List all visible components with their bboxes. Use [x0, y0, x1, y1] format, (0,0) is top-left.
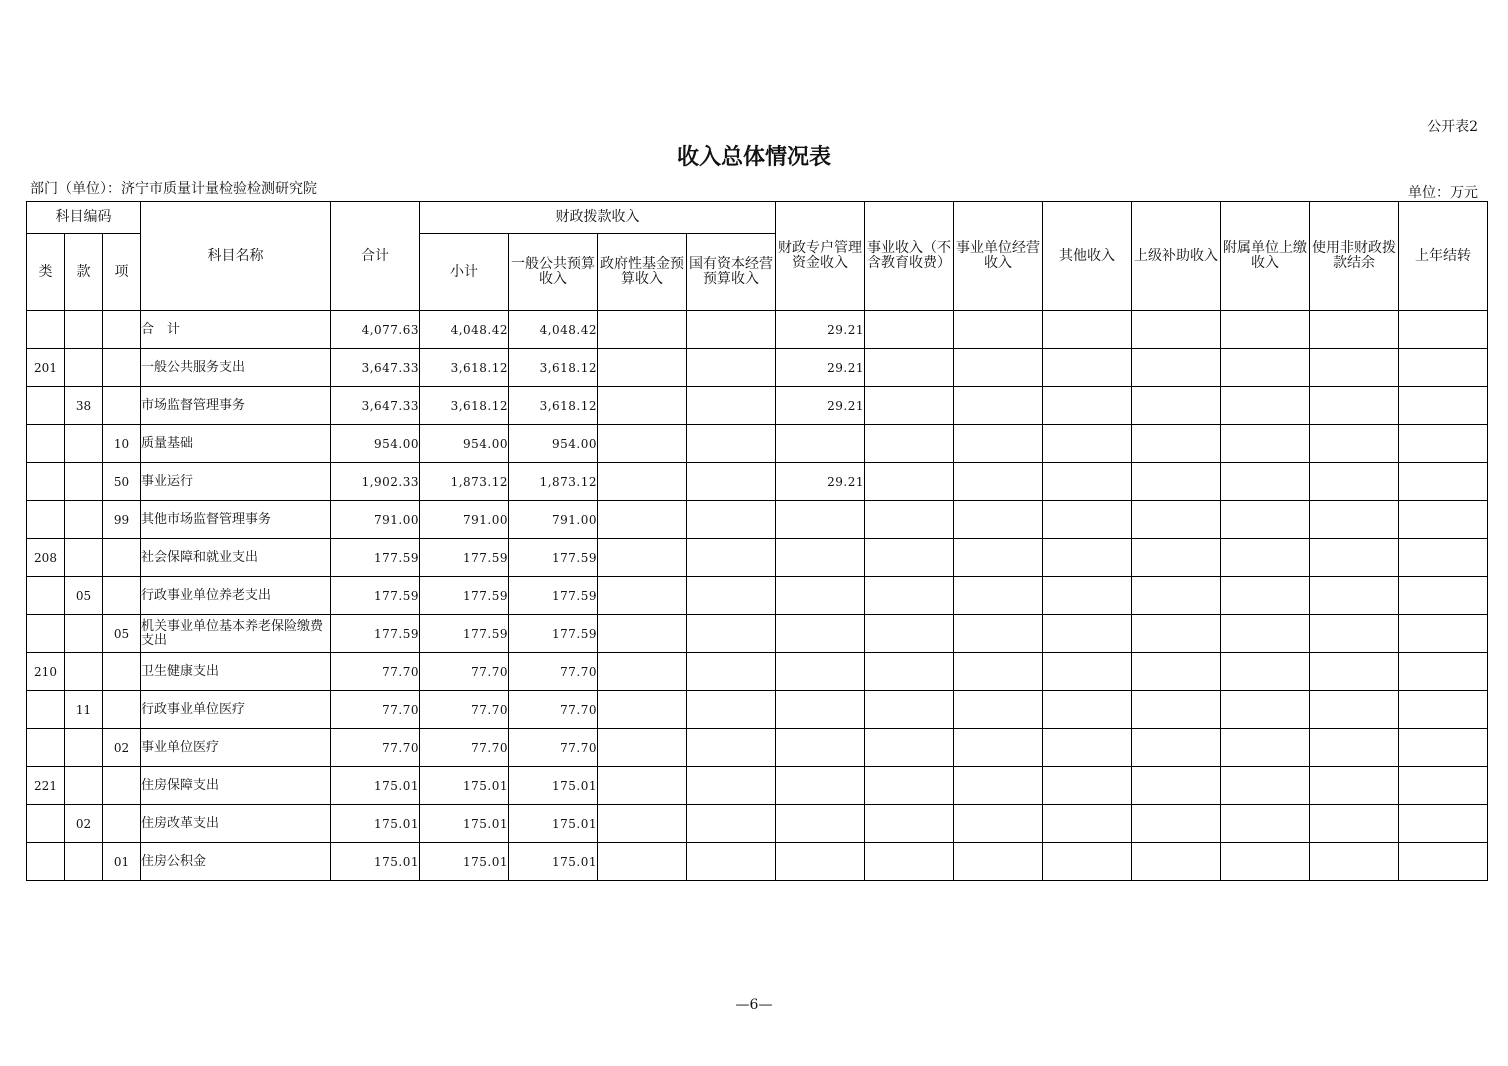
- kuan-cell: 05: [65, 577, 103, 615]
- operating-income-header: 事业单位经营收入: [954, 202, 1043, 311]
- kuan-cell: [65, 501, 103, 539]
- other-income-cell: [1043, 501, 1132, 539]
- total-cell: 77.70: [331, 729, 420, 767]
- lei-cell: [27, 463, 65, 501]
- state-capital-cell: [687, 843, 776, 881]
- operating-income-cell: [954, 387, 1043, 425]
- lei-cell: [27, 387, 65, 425]
- special-fund-cell: [776, 729, 865, 767]
- department-label: 部门（单位）：济宁市质量计量检验检测研究院: [30, 181, 317, 197]
- xiang-cell: 10: [103, 425, 141, 463]
- subject-name-header: 科目名称: [141, 202, 331, 311]
- non-fiscal-balance-cell: [1310, 767, 1399, 805]
- subtotal-cell: 177.59: [420, 539, 509, 577]
- gov-fund-cell: [598, 387, 687, 425]
- business-income-cell: [865, 463, 954, 501]
- business-income-cell: [865, 767, 954, 805]
- gov-fund-header: 政府性基金预算收入: [598, 234, 687, 311]
- superior-subsidy-cell: [1132, 311, 1221, 349]
- operating-income-cell: [954, 311, 1043, 349]
- subject-name-cell: 事业单位医疗: [141, 729, 331, 767]
- subtotal-cell: 175.01: [420, 767, 509, 805]
- table-row: [27, 729, 1488, 767]
- xiang-cell: [103, 387, 141, 425]
- table-row: [27, 349, 1488, 387]
- lei-cell: [27, 729, 65, 767]
- gov-fund-cell: [598, 843, 687, 881]
- kuan-cell: 11: [65, 691, 103, 729]
- superior-subsidy-cell: [1132, 843, 1221, 881]
- kuan-cell: [65, 615, 103, 653]
- subject-name-cell: 合 计: [141, 311, 331, 349]
- xiang-cell: [103, 767, 141, 805]
- business-income-cell: [865, 577, 954, 615]
- subtotal-cell: 791.00: [420, 501, 509, 539]
- state-capital-cell: [687, 729, 776, 767]
- total-cell: 177.59: [331, 615, 420, 653]
- lei-cell: [27, 691, 65, 729]
- state-capital-cell: [687, 539, 776, 577]
- table-row: [27, 767, 1488, 805]
- affiliated-income-cell: [1221, 577, 1310, 615]
- table-row: [27, 691, 1488, 729]
- kuan-cell: [65, 843, 103, 881]
- non-fiscal-balance-cell: [1310, 501, 1399, 539]
- total-cell: 175.01: [331, 767, 420, 805]
- gov-fund-cell: [598, 615, 687, 653]
- affiliated-income-cell: [1221, 425, 1310, 463]
- business-income-cell: [865, 311, 954, 349]
- non-fiscal-balance-cell: [1310, 463, 1399, 501]
- special-fund-cell: [776, 653, 865, 691]
- affiliated-income-cell: [1221, 805, 1310, 843]
- kuan-cell: [65, 425, 103, 463]
- special-fund-cell: 29.21: [776, 349, 865, 387]
- lei-cell: [27, 425, 65, 463]
- affiliated-income-cell: [1221, 349, 1310, 387]
- gov-fund-cell: [598, 539, 687, 577]
- non-fiscal-balance-cell: [1310, 805, 1399, 843]
- general-budget-cell: 175.01: [509, 843, 598, 881]
- non-fiscal-balance-cell: [1310, 653, 1399, 691]
- state-capital-cell: [687, 387, 776, 425]
- affiliated-income-cell: [1221, 729, 1310, 767]
- lei-cell: 210: [27, 653, 65, 691]
- operating-income-cell: [954, 425, 1043, 463]
- kuan-cell: 02: [65, 805, 103, 843]
- general-budget-cell: 954.00: [509, 425, 598, 463]
- table-header: [27, 202, 1488, 311]
- xiang-cell: 01: [103, 843, 141, 881]
- gov-fund-cell: [598, 463, 687, 501]
- xiang-cell: [103, 311, 141, 349]
- state-capital-cell: [687, 349, 776, 387]
- non-fiscal-balance-cell: [1310, 729, 1399, 767]
- total-cell: 77.70: [331, 691, 420, 729]
- total-header: 合计: [331, 202, 420, 311]
- subject-name-cell: 卫生健康支出: [141, 653, 331, 691]
- xiang-cell: [103, 653, 141, 691]
- special-fund-cell: 29.21: [776, 387, 865, 425]
- table-row: [27, 463, 1488, 501]
- non-fiscal-balance-cell: [1310, 843, 1399, 881]
- general-budget-cell: 177.59: [509, 615, 598, 653]
- general-budget-cell: 77.70: [509, 729, 598, 767]
- gov-fund-cell: [598, 805, 687, 843]
- subject-name-cell: 社会保障和就业支出: [141, 539, 331, 577]
- special-fund-cell: [776, 501, 865, 539]
- xiang-cell: [103, 805, 141, 843]
- subject-name-cell: 住房改革支出: [141, 805, 331, 843]
- gov-fund-cell: [598, 425, 687, 463]
- subtotal-cell: 175.01: [420, 843, 509, 881]
- lei-header: 类: [27, 234, 65, 311]
- lei-cell: [27, 311, 65, 349]
- affiliated-income-header: 附属单位上缴收入: [1221, 202, 1310, 311]
- total-cell: 177.59: [331, 539, 420, 577]
- total-cell: 177.59: [331, 577, 420, 615]
- subject-name-cell: 市场监督管理事务: [141, 387, 331, 425]
- subject-name-cell: 其他市场监督管理事务: [141, 501, 331, 539]
- lei-cell: 221: [27, 767, 65, 805]
- prior-carryover-cell: [1399, 463, 1488, 501]
- other-income-header: 其他收入: [1043, 202, 1132, 311]
- page-title: 收入总体情况表: [676, 145, 831, 170]
- special-fund-cell: 29.21: [776, 311, 865, 349]
- business-income-header: 事业收入（不含教育收费）: [865, 202, 954, 311]
- kuan-cell: [65, 349, 103, 387]
- kuan-cell: [65, 767, 103, 805]
- table-row: [27, 425, 1488, 463]
- fiscal-allocation-header: 财政拨款收入: [420, 202, 776, 234]
- xiang-cell: 99: [103, 501, 141, 539]
- xiang-header: 项: [103, 234, 141, 311]
- business-income-cell: [865, 349, 954, 387]
- subject-name-cell: 行政事业单位养老支出: [141, 577, 331, 615]
- subject-name-cell: 一般公共服务支出: [141, 349, 331, 387]
- operating-income-cell: [954, 691, 1043, 729]
- business-income-cell: [865, 387, 954, 425]
- state-capital-cell: [687, 577, 776, 615]
- other-income-cell: [1043, 577, 1132, 615]
- operating-income-cell: [954, 577, 1043, 615]
- subject-name-cell: 住房保障支出: [141, 767, 331, 805]
- gov-fund-cell: [598, 501, 687, 539]
- special-fund-cell: [776, 425, 865, 463]
- lei-cell: [27, 577, 65, 615]
- other-income-cell: [1043, 767, 1132, 805]
- subtotal-cell: 3,618.12: [420, 387, 509, 425]
- state-capital-cell: [687, 615, 776, 653]
- prior-carryover-cell: [1399, 729, 1488, 767]
- state-capital-cell: [687, 463, 776, 501]
- table-row: [27, 311, 1488, 349]
- other-income-cell: [1043, 311, 1132, 349]
- prior-carryover-cell: [1399, 615, 1488, 653]
- lei-cell: [27, 805, 65, 843]
- business-income-cell: [865, 653, 954, 691]
- total-cell: 1,902.33: [331, 463, 420, 501]
- table-row: [27, 539, 1488, 577]
- prior-carryover-cell: [1399, 691, 1488, 729]
- subtotal-cell: 77.70: [420, 691, 509, 729]
- other-income-cell: [1043, 805, 1132, 843]
- gov-fund-cell: [598, 311, 687, 349]
- special-fund-cell: [776, 539, 865, 577]
- superior-subsidy-cell: [1132, 653, 1221, 691]
- other-income-cell: [1043, 463, 1132, 501]
- gov-fund-cell: [598, 767, 687, 805]
- affiliated-income-cell: [1221, 653, 1310, 691]
- other-income-cell: [1043, 729, 1132, 767]
- subject-code-header: 科目编码: [27, 202, 141, 234]
- prior-carryover-cell: [1399, 349, 1488, 387]
- affiliated-income-cell: [1221, 767, 1310, 805]
- special-fund-cell: [776, 843, 865, 881]
- superior-subsidy-cell: [1132, 577, 1221, 615]
- total-cell: 791.00: [331, 501, 420, 539]
- other-income-cell: [1043, 349, 1132, 387]
- non-fiscal-balance-cell: [1310, 539, 1399, 577]
- affiliated-income-cell: [1221, 501, 1310, 539]
- lei-cell: 201: [27, 349, 65, 387]
- superior-subsidy-cell: [1132, 729, 1221, 767]
- other-income-cell: [1043, 615, 1132, 653]
- state-capital-cell: [687, 311, 776, 349]
- special-fund-cell: [776, 767, 865, 805]
- kuan-cell: [65, 729, 103, 767]
- state-capital-cell: [687, 767, 776, 805]
- general-budget-cell: 175.01: [509, 805, 598, 843]
- page-number: —6—: [735, 997, 773, 1013]
- superior-subsidy-header: 上级补助收入: [1132, 202, 1221, 311]
- business-income-cell: [865, 691, 954, 729]
- affiliated-income-cell: [1221, 387, 1310, 425]
- other-income-cell: [1043, 387, 1132, 425]
- table-row: [27, 501, 1488, 539]
- general-budget-cell: 3,618.12: [509, 387, 598, 425]
- subtotal-cell: 177.59: [420, 577, 509, 615]
- affiliated-income-cell: [1221, 843, 1310, 881]
- operating-income-cell: [954, 349, 1043, 387]
- table-row: [27, 577, 1488, 615]
- total-cell: 3,647.33: [331, 349, 420, 387]
- business-income-cell: [865, 805, 954, 843]
- affiliated-income-cell: [1221, 615, 1310, 653]
- xiang-cell: 05: [103, 615, 141, 653]
- table-row: [27, 843, 1488, 881]
- prior-carryover-cell: [1399, 387, 1488, 425]
- lei-cell: [27, 843, 65, 881]
- operating-income-cell: [954, 805, 1043, 843]
- superior-subsidy-cell: [1132, 387, 1221, 425]
- gov-fund-cell: [598, 691, 687, 729]
- superior-subsidy-cell: [1132, 805, 1221, 843]
- superior-subsidy-cell: [1132, 615, 1221, 653]
- superior-subsidy-cell: [1132, 425, 1221, 463]
- non-fiscal-balance-header: 使用非财政拨款结余: [1310, 202, 1399, 311]
- kuan-cell: [65, 653, 103, 691]
- operating-income-cell: [954, 843, 1043, 881]
- prior-carryover-cell: [1399, 577, 1488, 615]
- business-income-cell: [865, 425, 954, 463]
- business-income-cell: [865, 539, 954, 577]
- total-cell: 175.01: [331, 805, 420, 843]
- state-capital-cell: [687, 501, 776, 539]
- gov-fund-cell: [598, 729, 687, 767]
- affiliated-income-cell: [1221, 463, 1310, 501]
- superior-subsidy-cell: [1132, 501, 1221, 539]
- prior-carryover-cell: [1399, 311, 1488, 349]
- prior-carryover-cell: [1399, 805, 1488, 843]
- total-cell: 3,647.33: [331, 387, 420, 425]
- xiang-cell: [103, 691, 141, 729]
- special-fund-cell: [776, 577, 865, 615]
- kuan-cell: [65, 463, 103, 501]
- affiliated-income-cell: [1221, 311, 1310, 349]
- table-row: [27, 615, 1488, 653]
- subtotal-cell: 77.70: [420, 729, 509, 767]
- superior-subsidy-cell: [1132, 463, 1221, 501]
- form-id: 公开表2: [1427, 119, 1478, 135]
- other-income-cell: [1043, 653, 1132, 691]
- lei-cell: 208: [27, 539, 65, 577]
- general-budget-cell: 791.00: [509, 501, 598, 539]
- affiliated-income-cell: [1221, 691, 1310, 729]
- gov-fund-cell: [598, 577, 687, 615]
- state-capital-cell: [687, 691, 776, 729]
- operating-income-cell: [954, 729, 1043, 767]
- total-cell: 954.00: [331, 425, 420, 463]
- general-budget-header: 一般公共预算收入: [509, 234, 598, 311]
- subtotal-cell: 4,048.42: [420, 311, 509, 349]
- subtotal-cell: 1,873.12: [420, 463, 509, 501]
- state-capital-header: 国有资本经营预算收入: [687, 234, 776, 311]
- non-fiscal-balance-cell: [1310, 387, 1399, 425]
- prior-carryover-cell: [1399, 501, 1488, 539]
- total-cell: 175.01: [331, 843, 420, 881]
- state-capital-cell: [687, 653, 776, 691]
- gov-fund-cell: [598, 653, 687, 691]
- operating-income-cell: [954, 463, 1043, 501]
- kuan-cell: 38: [65, 387, 103, 425]
- superior-subsidy-cell: [1132, 539, 1221, 577]
- subject-name-cell: 质量基础: [141, 425, 331, 463]
- xiang-cell: [103, 577, 141, 615]
- general-budget-cell: 1,873.12: [509, 463, 598, 501]
- kuan-cell: [65, 311, 103, 349]
- operating-income-cell: [954, 653, 1043, 691]
- special-fund-cell: [776, 691, 865, 729]
- operating-income-cell: [954, 615, 1043, 653]
- subject-name-cell: 行政事业单位医疗: [141, 691, 331, 729]
- non-fiscal-balance-cell: [1310, 615, 1399, 653]
- superior-subsidy-cell: [1132, 691, 1221, 729]
- lei-cell: [27, 501, 65, 539]
- superior-subsidy-cell: [1132, 767, 1221, 805]
- subtotal-header: 小计: [420, 234, 509, 311]
- general-budget-cell: 77.70: [509, 653, 598, 691]
- affiliated-income-cell: [1221, 539, 1310, 577]
- state-capital-cell: [687, 425, 776, 463]
- state-capital-cell: [687, 805, 776, 843]
- subtotal-cell: 175.01: [420, 805, 509, 843]
- non-fiscal-balance-cell: [1310, 691, 1399, 729]
- general-budget-cell: 4,048.42: [509, 311, 598, 349]
- other-income-cell: [1043, 425, 1132, 463]
- kuan-cell: [65, 539, 103, 577]
- income-table: [26, 201, 1488, 881]
- unit-label: 单位：万元: [1408, 185, 1478, 201]
- xiang-cell: [103, 539, 141, 577]
- table-row: [27, 653, 1488, 691]
- non-fiscal-balance-cell: [1310, 311, 1399, 349]
- general-budget-cell: 77.70: [509, 691, 598, 729]
- special-fund-cell: [776, 615, 865, 653]
- subtotal-cell: 954.00: [420, 425, 509, 463]
- business-income-cell: [865, 729, 954, 767]
- business-income-cell: [865, 843, 954, 881]
- xiang-cell: 50: [103, 463, 141, 501]
- operating-income-cell: [954, 539, 1043, 577]
- prior-carryover-cell: [1399, 539, 1488, 577]
- xiang-cell: 02: [103, 729, 141, 767]
- subject-name-cell: 住房公积金: [141, 843, 331, 881]
- non-fiscal-balance-cell: [1310, 425, 1399, 463]
- non-fiscal-balance-cell: [1310, 577, 1399, 615]
- gov-fund-cell: [598, 349, 687, 387]
- general-budget-cell: 177.59: [509, 539, 598, 577]
- operating-income-cell: [954, 767, 1043, 805]
- subtotal-cell: 177.59: [420, 615, 509, 653]
- xiang-cell: [103, 349, 141, 387]
- general-budget-cell: 175.01: [509, 767, 598, 805]
- subject-name-cell: 事业运行: [141, 463, 331, 501]
- prior-carryover-cell: [1399, 843, 1488, 881]
- kuan-header: 款: [65, 234, 103, 311]
- prior-carryover-cell: [1399, 425, 1488, 463]
- prior-carryover-cell: [1399, 653, 1488, 691]
- total-cell: 77.70: [331, 653, 420, 691]
- prior-carryover-header: 上年结转: [1399, 202, 1488, 311]
- general-budget-cell: 177.59: [509, 577, 598, 615]
- table-body: [27, 311, 1488, 881]
- superior-subsidy-cell: [1132, 349, 1221, 387]
- prior-carryover-cell: [1399, 767, 1488, 805]
- subject-name-cell: 机关事业单位基本养老保险缴费支出: [141, 615, 331, 653]
- other-income-cell: [1043, 691, 1132, 729]
- special-fund-cell: [776, 805, 865, 843]
- special-fund-cell: 29.21: [776, 463, 865, 501]
- general-budget-cell: 3,618.12: [509, 349, 598, 387]
- business-income-cell: [865, 615, 954, 653]
- other-income-cell: [1043, 539, 1132, 577]
- subtotal-cell: 77.70: [420, 653, 509, 691]
- total-cell: 4,077.63: [331, 311, 420, 349]
- table-row: [27, 387, 1488, 425]
- table-row: [27, 805, 1488, 843]
- lei-cell: [27, 615, 65, 653]
- operating-income-cell: [954, 501, 1043, 539]
- other-income-cell: [1043, 843, 1132, 881]
- subtotal-cell: 3,618.12: [420, 349, 509, 387]
- non-fiscal-balance-cell: [1310, 349, 1399, 387]
- business-income-cell: [865, 501, 954, 539]
- special-fund-header: 财政专户管理资金收入: [776, 202, 865, 311]
